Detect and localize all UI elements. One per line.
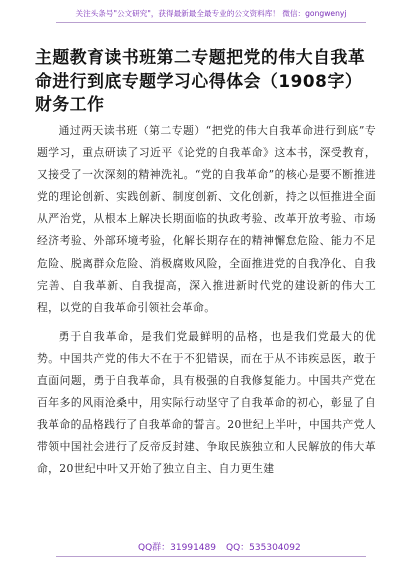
footer-contact xyxy=(56,540,356,554)
header-banner: 关注头条号"公文研究"，获得最新最全最专业的公文资料库！ 微信：gongwenyj xyxy=(75,9,347,18)
footer-qq-group: QQ群：31991489 xyxy=(138,543,216,553)
footer-qq-number: QQ：535304092 xyxy=(226,543,301,553)
document-body xyxy=(37,120,376,481)
body-paragraph-1: 通过两天读书班（第二专题）“把党的伟大自我革命进行到底”专题学习，重点研读了习近平《论党的自我革命》这本书，深受教育，又接受了一次深刻的精神洗礼。“党的自我革命”的核心是要不断推进党的理论创新、实践创新、制度创新、文化创新，持之以恒推进全面从严治党，从根本上解决长期面临的执政考验、改革开放考验、市场经济考验、外部环境考验，化解长期存在的精神懈怠危险、能力不足危险、脱离群众危险、消极腐败风险，全面推进党的自我净化、自我完善、自我革新、自我提高，深入推进新时代党的建设新的伟大工程，以党的自我革命引领社会革命。 xyxy=(37,124,376,314)
footer-divider xyxy=(56,556,366,557)
body-paragraph-2: 勇于自我革命，是我们党最鲜明的品格，也是我们党最大的优势。中国共产党的伟大不在于不犯错误，而在于从不讳疾忌医，敢于直面问题，勇于自我革命，具有极强的自我修复能力。中国共产党在百年多的风雨沧桑中，用实际行动坚守了自我革命的初心，彰显了自我革命的品格践行了自我革命的誓言。20世纪上半叶，中国共产党人带领中国社会进行了反帝反封建、争取民族独立和人民解放的伟大革命，20世纪中叶又开始了独立自主、自力更生建 xyxy=(37,329,376,476)
header-divider xyxy=(56,22,366,23)
document-title: 主题教育读书班第二专题把党的伟大自我革命进行到底专题学习心得体会（1908字）财务工作 xyxy=(35,47,366,114)
